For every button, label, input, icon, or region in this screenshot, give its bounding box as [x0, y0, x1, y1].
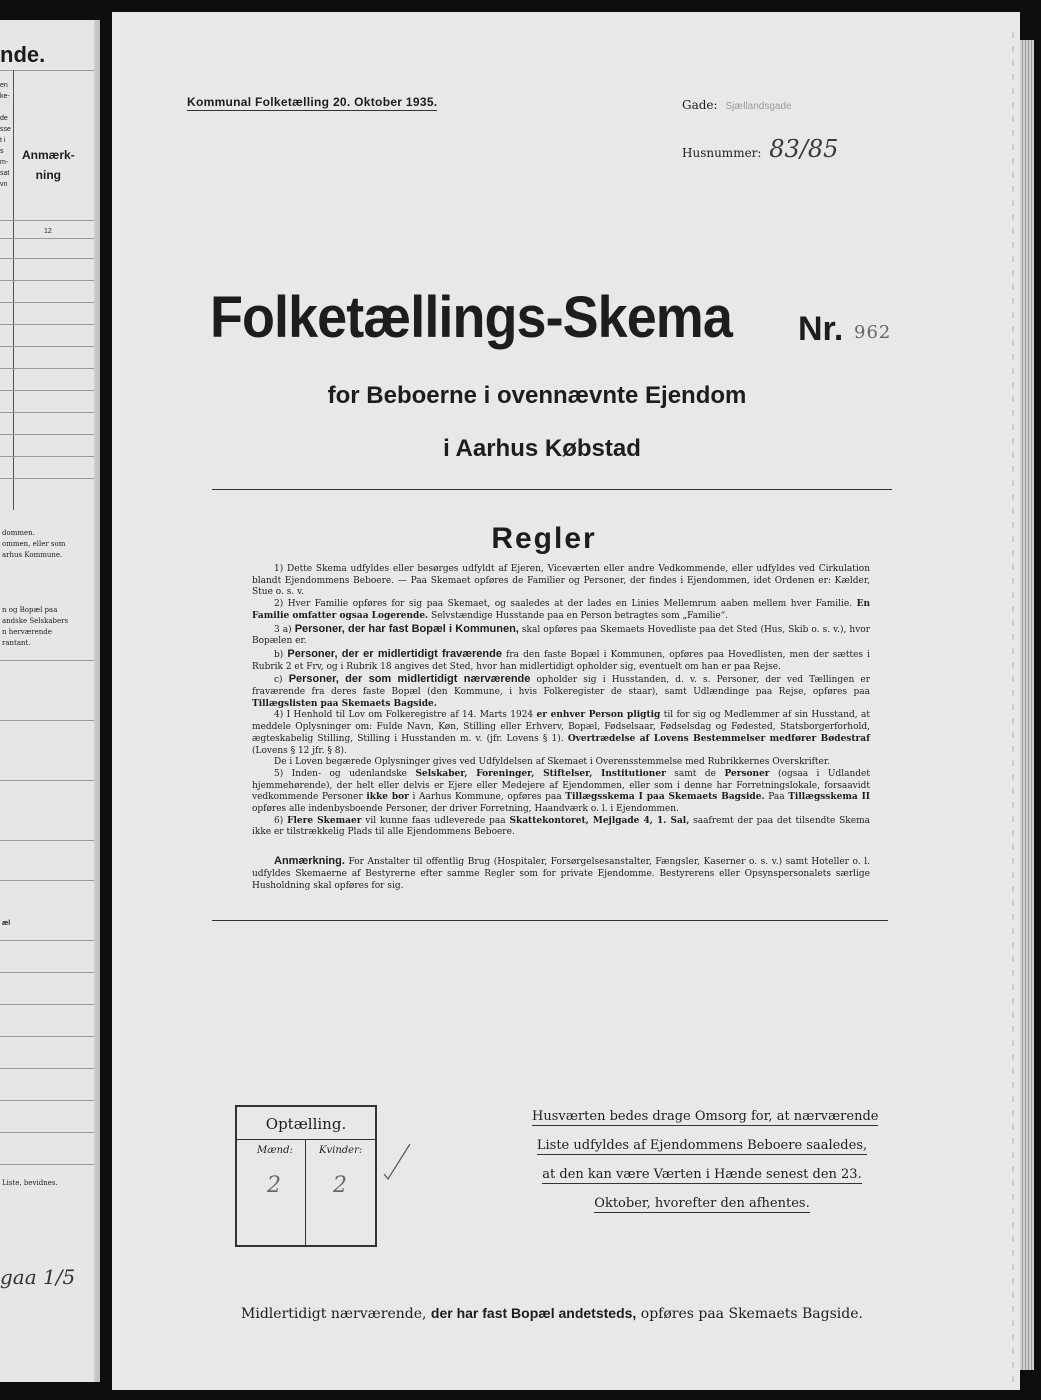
- rule-2: [252, 599, 870, 622]
- rule-4-text-3: (Lovens § 12 jfr. § 8).: [252, 745, 347, 756]
- left-column-line: [13, 70, 14, 510]
- rule-3c-heading: Personer, der som midlertidigt nærværende: [288, 673, 531, 686]
- section-rule: [212, 920, 888, 921]
- husvaert-notice: [532, 1109, 879, 1225]
- rule-4-extra: [252, 757, 870, 769]
- regler-heading: Regler: [491, 522, 597, 555]
- left-row-line: [0, 434, 100, 435]
- rule-6-bold: Flere Skemaer: [287, 815, 362, 826]
- husnummer-field: [682, 135, 838, 163]
- left-page-heading: nde.: [0, 42, 46, 67]
- rule-3c: [252, 673, 870, 710]
- anmaerkning-text: For Anstalter til offentlig Brug (Hospitaler, Forsørgelsesanstalter, Fængsler, Kaserner o. s. v.) samt Hoteller o. l. udfyldes Skemaerne af Bestyrerne efter samme Regler som for private Ejendomme. Bestyrerens eller Opsynspersonalets særlige Husholdning skal opføres for sig.: [252, 857, 870, 891]
- rule-3b-number: b): [274, 649, 288, 660]
- rule-4-bold-2: Overtrædelse af Lovens Bestemmelser medfører Bødestraf: [567, 733, 870, 744]
- rule-5-text-4: i Aarhus Kommune, opføres paa: [408, 792, 566, 803]
- page-fold-mark: [1012, 32, 1014, 1382]
- footer-note: [112, 1305, 992, 1322]
- left-row-line: [0, 1132, 100, 1133]
- left-row-line: [0, 280, 100, 281]
- left-note-2: n og Bopæl paa andske Selskabers n herværende rantant.: [2, 606, 69, 647]
- left-row-line: [0, 302, 100, 303]
- rule-3b: [252, 648, 870, 673]
- rule-3c-bold: Tillægslisten paa Skemaets Bagside.: [252, 698, 437, 709]
- left-row-line: [0, 238, 100, 239]
- census-form-page: [112, 12, 1020, 1390]
- left-anmaerkning-header: Anmærk- ning: [22, 148, 75, 182]
- gade-label: Gade:: [682, 98, 718, 112]
- left-row-line: [0, 660, 100, 661]
- rule-3c-number: c): [274, 675, 289, 686]
- anmaerkning-label: Anmærkning.: [274, 855, 345, 867]
- gade-value: Sjællandsgade: [725, 101, 792, 112]
- form-nr-value: 962: [854, 322, 892, 343]
- rule-5: [252, 769, 870, 816]
- rule-4-text-2: til for sig og Medlemmer af sin Husstand, at meddele Oplysninger om: Fulde Navn, Køn, Stilling eller Erhverv, Bopæl, Fødselsaar, Fødselsdag og Fødested, Statsborgerforhold, ægteskabelig Stilling, Stilling i Husstanden m. v. (jfr. Lovens § 1).: [252, 710, 870, 744]
- rule-5-bold-2: Personer: [724, 768, 770, 779]
- left-row-line: [0, 324, 100, 325]
- rule-3a: [252, 623, 870, 648]
- rule-3a-number: 3 a): [274, 624, 295, 635]
- left-row-line: [0, 258, 100, 259]
- left-row-line: [0, 368, 100, 369]
- left-note-3: æl: [2, 920, 11, 927]
- left-row-line: [0, 412, 100, 413]
- title-rule: [212, 489, 892, 490]
- rule-6: [252, 816, 870, 839]
- left-row-line: [0, 1100, 100, 1101]
- rule-5-text-3: (ogsaa i Udlandet hjemmehørende), der helt eller delvis er Ejere eller Medejere af Ejendommen, eller som i denne har Forretningslokale, forsaavidt vedkommende Personer: [252, 768, 870, 803]
- rule-4-extra-text: De i Loven begærede Oplysninger gives ved Udfyldelsen af Skemaet i Overensstemmelse med Rubrikkernes Overskrifter.: [274, 757, 831, 768]
- rule-5-bold: Selskaber, Foreninger, Stiftelser, Institutioner: [415, 768, 666, 779]
- maend-label: Mænd:: [257, 1145, 293, 1156]
- optaelling-box: [235, 1105, 377, 1247]
- left-row-line: [0, 346, 100, 347]
- left-row-line: [0, 390, 100, 391]
- page-edge-stack: [1020, 40, 1034, 1370]
- rule-5-text-2: samt de: [665, 768, 725, 779]
- page-gutter: [94, 20, 100, 1382]
- left-row-line: [0, 720, 100, 721]
- notice-line: at den kan være Værten i Hænde senest den 23.: [542, 1167, 862, 1182]
- optaelling-column-divider: [305, 1139, 306, 1245]
- left-row-line: [0, 1004, 100, 1005]
- left-row-line: [0, 220, 100, 221]
- left-row-line: [0, 940, 100, 941]
- rule-6-text: vil kunne faas udleverede paa: [361, 815, 510, 826]
- anmaerkning-paragraph: [252, 855, 870, 892]
- notice-line: Liste udfyldes af Ejendommens Beboere saaledes,: [536, 1138, 868, 1153]
- rule-6-text-2: saafremt der paa det tilsendte Skema ikke er tilstrækkelig Plads til alle Ejendommens Beboere.: [252, 815, 870, 838]
- kvinder-value: 2: [333, 1173, 347, 1198]
- rule-5-text: 5) Inden- og udenlandske: [274, 768, 416, 779]
- maend-value: 2: [267, 1173, 281, 1198]
- notice-line: Husværten bedes drage Omsorg for, at nærværende: [532, 1109, 879, 1124]
- census-header: Kommunal Folketælling 20. Oktober 1935.: [187, 95, 438, 109]
- rule-5-text-6: opføres alle indenbysboende Personer, der driver Forretning, Haandværk o. l. i Ejendommen.: [252, 804, 679, 815]
- notice-line: Oktober, hvorefter den afhentes.: [594, 1196, 810, 1211]
- left-row-line: [0, 478, 100, 479]
- rule-1: [252, 564, 870, 599]
- husnummer-value: 83/85: [769, 135, 839, 163]
- form-subtitle-2: i Aarhus Købstad: [443, 435, 641, 462]
- rule-3a-text: skal opføres paa Skemaets Hovedliste paa det Sted (Hus, Skib o. s. v.), hvor Bopælen er.: [252, 624, 870, 647]
- left-row-line: [0, 1036, 100, 1037]
- rule-3b-heading: Personer, der er midlertidigt fraværende: [287, 647, 502, 660]
- rule-4-text: 4) I Henhold til Lov om Folkeregistre af 14. Marts 1924: [274, 710, 537, 721]
- rule-6-number: 6): [274, 815, 288, 826]
- rule-3a-heading: Personer, der har fast Bopæl i Kommunen,: [294, 622, 519, 635]
- rule-2-text-end: Selvstændige Husstande paa en Person betragtes som „Familie“.: [428, 610, 729, 621]
- left-handwriting: gaa 1/5: [0, 1265, 76, 1289]
- optaelling-title: Optælling.: [265, 1115, 347, 1133]
- check-mark-icon: [382, 1142, 412, 1182]
- left-row-line: [0, 780, 100, 781]
- left-row-line: [0, 972, 100, 973]
- rule-5-bold-4: Tillægsskema I paa Skemaets Bagside.: [565, 792, 765, 803]
- optaelling-divider: [237, 1139, 375, 1140]
- left-row-line: [0, 840, 100, 841]
- rule-3c-text: opholder sig i Husstanden, d. v. s. Personer, der ved Tællingen er fraværende fra deres faste Bopæl (den Kommune, i hvis Folkeregister de staar), samt Udlændinge paa Rejse, opføres paa: [252, 675, 870, 698]
- rule-1-text: 1) Dette Skema udfyldes eller besørges udfyldt af Ejeren, Viceværten eller andre Vedkommende, eller udfyldes ved Cirkulation blandt Ejendommens Beboere. — Paa Skemaet opføres de Familier og Personer, der findes i Ejendommen, idet Ordenen er: Kælder, Stue o. s. v.: [252, 564, 870, 598]
- left-page: [0, 20, 100, 1382]
- rule-5-text-5: Paa: [764, 792, 789, 803]
- gade-field: [682, 98, 792, 112]
- rule-4: [252, 710, 870, 757]
- left-row-line: [0, 1164, 100, 1165]
- left-row-line: [0, 1068, 100, 1069]
- footer-text: Midlertidigt nærværende,: [241, 1306, 431, 1322]
- rule-5-bold-5: Tillægsskema II: [788, 792, 871, 803]
- left-column-number: 12: [44, 228, 52, 235]
- form-subtitle-1: for Beboerne i ovennævnte Ejendom: [327, 382, 747, 409]
- left-row-line: [0, 880, 100, 881]
- rule-3b-text: fra den faste Bopæl i Kommunen, opføres paa Hovedlisten, men der sættes i Rubrik 2 et Frv, og i Rubrik 18 angives det Sted, hvor han midlertidigt opholder sig, eventuelt om han er paa Rejse.: [252, 649, 870, 672]
- rule-5-bold-3: ikke bor: [366, 792, 409, 803]
- footer-text-end: opføres paa Skemaets Bagside.: [636, 1306, 863, 1322]
- footer-bold: der har fast Bopæl andetsteds,: [430, 1305, 637, 1321]
- rule-4-bold: er enhver Person pligtig: [536, 710, 661, 721]
- left-note-4: Liste, bevidnes.: [2, 1179, 58, 1187]
- husnummer-label: Husnummer:: [682, 146, 762, 160]
- left-column-text: en ke- de sse t i s m- sat vn: [0, 82, 11, 188]
- form-title: Folketællings-Skema: [210, 285, 732, 350]
- rule-2-bold: En Familie omfatter ogsaa Logerende.: [252, 599, 870, 621]
- left-row-line: [0, 456, 100, 457]
- rule-6-bold-2: Skattekontoret, Mejlgade 4, 1. Sal,: [509, 815, 690, 826]
- rule-2-text: 2) Hver Familie opføres for sig paa Skemaet, og saaledes at der lades en Linies Mellemrum aaben mellem hver Familie.: [274, 599, 857, 610]
- kvinder-label: Kvinder:: [319, 1145, 363, 1156]
- regler-text: [252, 564, 870, 839]
- left-divider: [0, 70, 100, 71]
- form-nr-label: Nr.: [798, 310, 844, 348]
- left-note-1: dommen. ommen, eller som arhus Kommune.: [2, 529, 66, 559]
